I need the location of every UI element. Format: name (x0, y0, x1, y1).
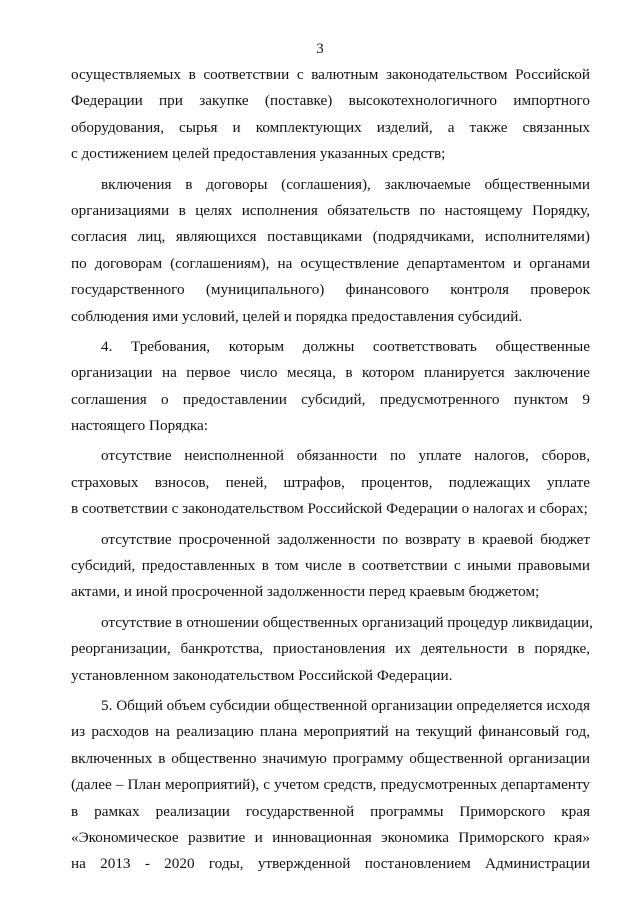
text-line: 5. Общий объем субсидии общественной организации определяется исходя (101, 696, 590, 714)
text-line: осуществляемых в соответствии с валютным законодательством Российской (71, 66, 590, 83)
text-line: в соответствии с законодательством Российской Федерации о налогах и сборах; (71, 500, 588, 518)
text-line: включения в договоры (соглашения), заключаемые общественными (101, 175, 590, 193)
text-line: актами, и иной просроченной задолженности перед краевым бюджетом; (71, 583, 540, 601)
page-number: 3 (316, 41, 324, 57)
text-line: включенных в общественно значимую программу общественной организации (71, 749, 590, 767)
text-line: соблюдения ими условий, целей и порядка предоставления субсидий. (71, 307, 523, 325)
paragraph-currency-operations (71, 62, 590, 168)
paragraph-contracts-consent (71, 172, 590, 330)
text-line: 4. Требования, которым должны соответствовать общественные (101, 337, 590, 355)
text-line: организациями в целях исполнения обязательств по настоящему Порядку, (71, 201, 590, 219)
text-line: реорганизации, банкротства, приостановления их деятельности в порядке, (71, 640, 590, 658)
text-line: субсидий, предоставленных в том числе в соответствии с иными правовыми (71, 557, 590, 575)
paragraph-item-4-requirements (71, 334, 590, 440)
text-line: с достижением целей предоставления указанных средств; (71, 145, 446, 163)
text-line: на 2013 - 2020 годы, утвержденной постановлением Администрации (71, 855, 590, 873)
text-line: из расходов на реализацию плана мероприятий на текущий финансовый год, (71, 723, 590, 741)
text-line: оборудования, сырья и комплектующих изделий, а также связанных (71, 118, 590, 136)
text-line: согласия лиц, являющихся поставщиками (подрядчиками, исполнителями) (71, 228, 590, 246)
text-line: государственного (муниципального) финансового контроля проверок (71, 281, 590, 299)
text-line: отсутствие в отношении общественных организаций процедур ликвидации, (101, 613, 593, 631)
text-line: настоящего Порядка: (71, 417, 208, 435)
paragraph-item-5-subsidy-volume (71, 693, 590, 878)
text-line: организации на первое число месяца, в котором планируется заключение (71, 364, 590, 382)
text-line: страховых взносов, пеней, штрафов, процентов, подлежащих уплате (71, 473, 590, 491)
text-line: отсутствие просроченной задолженности по возврату в краевой бюджет (101, 530, 590, 548)
paragraph-no-overdue-debt (71, 527, 590, 606)
text-line: «Экономическое развитие и инновационная экономика Приморского края» (71, 828, 590, 846)
text-line: отсутствие неисполненной обязанности по уплате налогов, сборов, (101, 447, 590, 465)
text-line: по договорам (соглашениям), на осуществление департаментом и органами (71, 254, 590, 272)
text-line: в рамках реализации государственной программы Приморского края (71, 802, 590, 820)
text-line: соглашения о предоставлении субсидий, предусмотренного пунктом 9 (71, 390, 590, 408)
paragraph-no-tax-debt (71, 443, 590, 522)
document-body (71, 62, 593, 878)
text-line: (далее – План мероприятий), с учетом средств, предусмотренных департаменту (71, 776, 590, 794)
text-line: Федерации при закупке (поставке) высокотехнологичного импортного (71, 92, 590, 110)
paragraph-no-liquidation (71, 610, 593, 689)
text-line: установленном законодательством Российской Федерации. (71, 666, 453, 684)
